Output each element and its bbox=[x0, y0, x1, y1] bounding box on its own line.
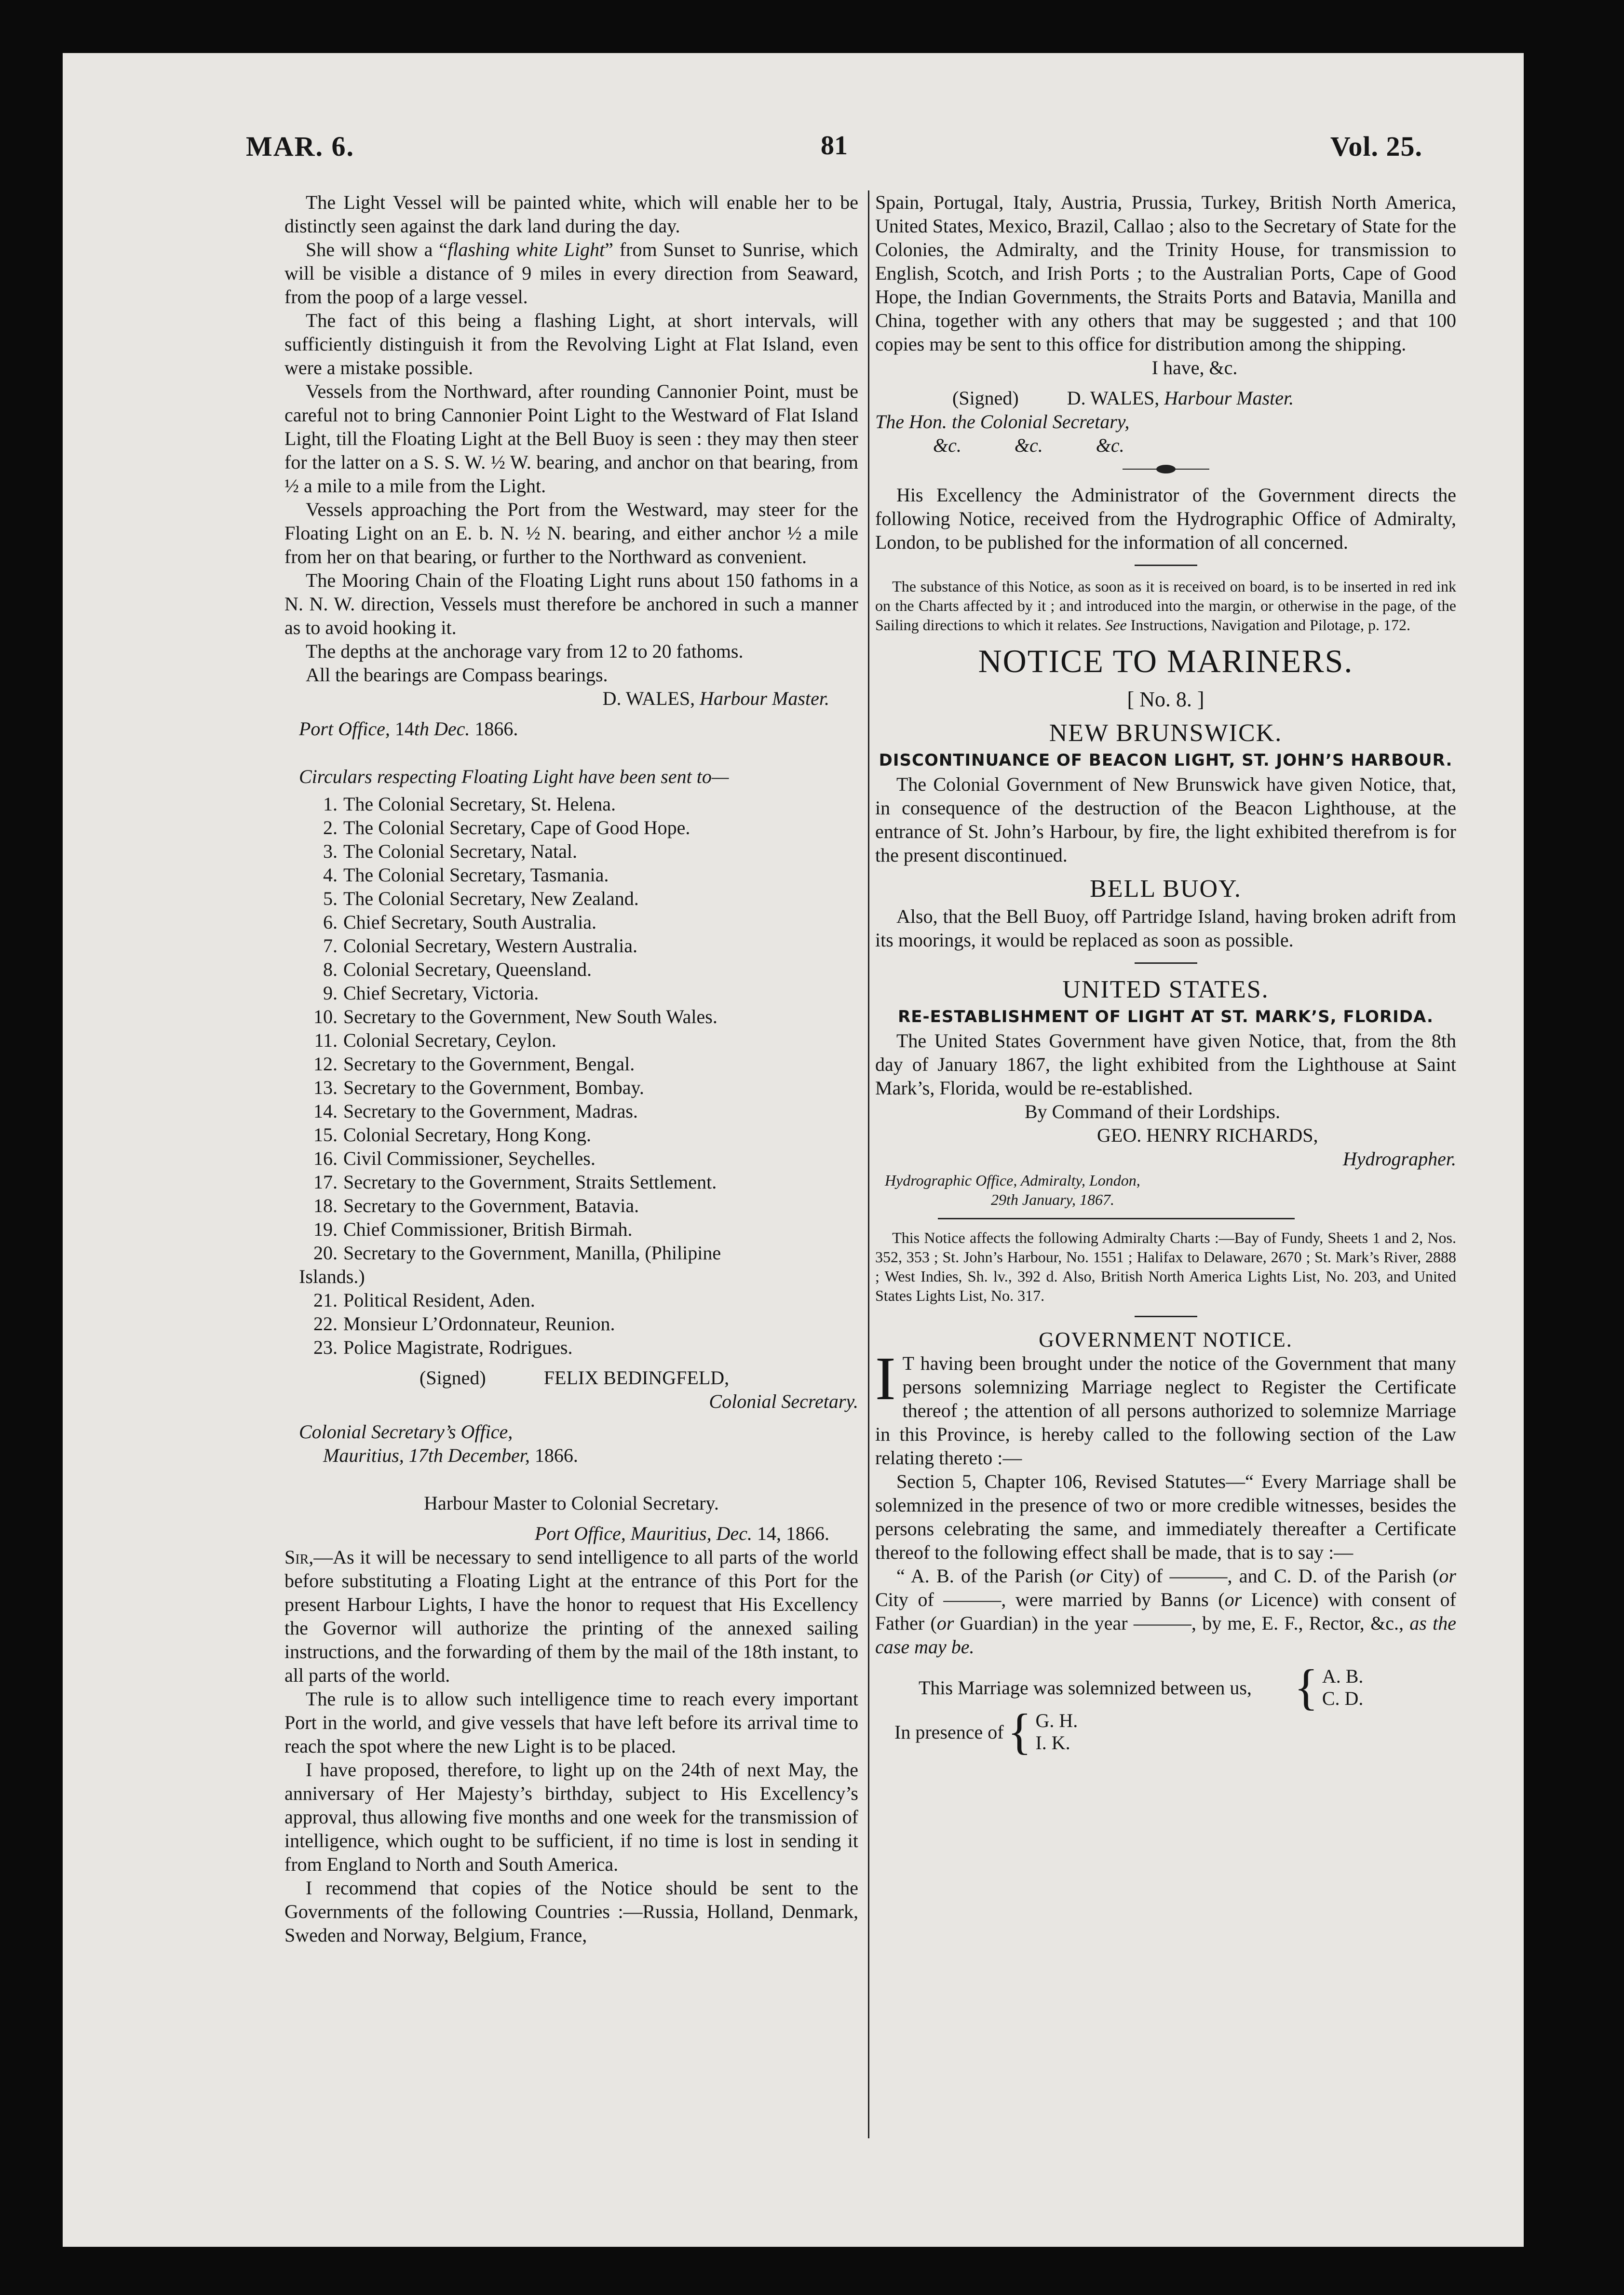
list-item-text: Colonial Secretary, Hong Kong. bbox=[343, 1124, 591, 1146]
list-item-number: 3. bbox=[323, 840, 338, 862]
list-item bbox=[284, 816, 858, 839]
paragraph: The Mooring Chain of the Floating Light runs about 150 fathoms in a N. N. W. direction, Vessels must therefore be anchored in such a manner as to avoid hooking it. bbox=[284, 569, 858, 638]
list-item bbox=[284, 1170, 858, 1194]
list-item-number: 23. bbox=[313, 1336, 338, 1358]
list-item-number: 21. bbox=[313, 1289, 338, 1311]
list-item-number: 17. bbox=[313, 1171, 338, 1193]
list-item-text: Secretary to the Government, Batavia. bbox=[343, 1195, 639, 1216]
list-item bbox=[284, 792, 858, 816]
list-item bbox=[284, 1288, 858, 1312]
list-item bbox=[284, 887, 858, 910]
list-item-text: Secretary to the Government, Straits Settlement. bbox=[343, 1171, 717, 1193]
left-column bbox=[284, 190, 858, 1947]
list-item-text: Colonial Secretary, Ceylon. bbox=[343, 1029, 556, 1051]
list-item-number: 5. bbox=[323, 888, 338, 909]
header-date: MAR. 6. bbox=[246, 131, 355, 162]
list-item bbox=[284, 958, 858, 981]
circulars-heading: Circulars respecting Floating Light have been sent to— bbox=[299, 766, 729, 787]
list-item-number: 9. bbox=[323, 982, 338, 1004]
signature-place: Colonial Secretary’s Office, bbox=[299, 1421, 513, 1443]
list-item-number: 15. bbox=[313, 1124, 338, 1146]
paragraph: I recommend that copies of the Notice should be sent to the Governments of the following Countries :—Russia, Holland, Denmark, Sweden and Norway, Belgium, France, bbox=[284, 1877, 858, 1946]
list-item-text: Civil Commissioner, Seychelles. bbox=[343, 1148, 595, 1169]
circulars-list bbox=[284, 792, 858, 1265]
signature-date: Mauritius, 17th December, 1866. bbox=[323, 1444, 578, 1466]
list-item-number: 10. bbox=[313, 1006, 338, 1027]
list-item-number: 6. bbox=[323, 911, 338, 933]
addressee-etc: &c. &c. &c. bbox=[933, 434, 1124, 456]
column-divider bbox=[868, 190, 869, 2138]
list-item bbox=[284, 1123, 858, 1147]
list-item-text: The Colonial Secretary, Tasmania. bbox=[343, 864, 609, 886]
list-item bbox=[284, 1217, 858, 1241]
section-heading: UNITED STATES. bbox=[1062, 976, 1269, 1003]
circulars-list-continued bbox=[284, 1288, 858, 1359]
list-item-number: 4. bbox=[323, 864, 338, 886]
list-item-text: The Colonial Secretary, St. Helena. bbox=[343, 793, 616, 815]
signature: (Signed) FELIX BEDINGFELD, bbox=[420, 1367, 730, 1389]
list-item-text: The Colonial Secretary, Natal. bbox=[343, 840, 577, 862]
paragraph: I have proposed, therefore, to light up on the 24th of next May, the anniversary of Her Majesty’s birthday, subject to His Excellency’s approval, thus allowing five months and one week for the transmission of intelligence, which ought to be sufficient, if no time is lost in sending it from England to North and South America. bbox=[284, 1759, 858, 1875]
list-continuation: Islands.) bbox=[299, 1266, 365, 1287]
list-item-number: 14. bbox=[313, 1100, 338, 1122]
list-item-text: Secretary to the Government, Manilla, (Philipine bbox=[343, 1242, 721, 1264]
list-item bbox=[284, 1147, 858, 1170]
paragraph: Vessels from the Northward, after rounding Cannonier Point, must be careful not to bring Cannonier Point Light to the Westward of Flat Island Light, till the Floating Light at the Bell Buoy is seen : they may then steer for the latter on a S. S. W. ½ W. bearing, and anchor on that bearing, from ½ a mile to a mile from the Light. bbox=[284, 380, 858, 497]
in-presence-of: In presence of { G. H. I. K. bbox=[894, 1704, 1078, 1759]
section-subheading: RE-ESTABLISHMENT OF LIGHT AT ST. MARK’S, FLORIDA. bbox=[898, 1007, 1434, 1026]
list-item bbox=[284, 1336, 858, 1359]
list-item-text: Monsieur L’Ordonnateur, Reunion. bbox=[343, 1313, 615, 1335]
list-item bbox=[284, 1241, 858, 1265]
section-heading: GOVERNMENT NOTICE. bbox=[1039, 1328, 1293, 1351]
ornament-divider bbox=[875, 462, 1456, 476]
list-item-text: Secretary to the Government, Bombay. bbox=[343, 1077, 644, 1098]
list-item-number: 18. bbox=[313, 1195, 338, 1216]
paragraph: The rule is to allow such intelligence time to reach every important Port in the world, and give vessels that have left before its arrival time to reach the spot where the new Light is to be placed. bbox=[284, 1688, 858, 1757]
closing: I have, &c. bbox=[1151, 357, 1238, 378]
drop-cap: I bbox=[875, 1344, 896, 1413]
hydro-date: 29th January, 1867. bbox=[991, 1191, 1114, 1208]
paragraph: The depths at the anchorage vary from 12 to 20 fathoms. bbox=[306, 640, 744, 662]
list-item-text: Chief Secretary, Victoria. bbox=[343, 982, 539, 1004]
volume-number: Vol. 25. bbox=[1330, 131, 1422, 162]
hydro-office: Hydrographic Office, Admiralty, London, bbox=[885, 1172, 1140, 1189]
list-item bbox=[284, 1076, 858, 1099]
list-item bbox=[284, 1005, 858, 1028]
rule bbox=[1135, 565, 1197, 566]
list-item-text: The Colonial Secretary, New Zealand. bbox=[343, 888, 639, 909]
signature-title: Colonial Secretary. bbox=[709, 1390, 858, 1412]
paragraph: The United States Government have given Notice, that, from the 8th day of January 1867, the light exhibited from the Lighthouse at Saint Mark’s, Florida, would be re-established. bbox=[875, 1030, 1456, 1099]
letter-place-date: Port Office, Mauritius, Dec. 14, 1866. bbox=[534, 1523, 829, 1544]
notice-title: NOTICE TO MARINERS. bbox=[978, 643, 1353, 679]
list-item-text: Police Magistrate, Rodrigues. bbox=[343, 1336, 573, 1358]
paragraph: Section 5, Chapter 106, Revised Statutes—“ Every Marriage shall be solemnized in the presence of two or more credible witnesses, besides the persons celebrating the same, and immediately thereafter a Certificate thereof to the following effect shall be made, that is to say :— bbox=[875, 1471, 1456, 1563]
list-item-number: 2. bbox=[323, 817, 338, 838]
paragraph: Spain, Portugal, Italy, Austria, Prussia, Turkey, British North America, United States, Mexico, Brazil, Callao ; also to the Secretary of State for the Colonies, the Admiralty, and the Trinity House, for transmission to English, Scotch, and Irish Ports ; to the Australian Ports, Cape of Good Hope, the Indian Governments, the Straits Ports and Batavia, Manilla and China, together with any others that may be suggested ; and that 100 copies may be sent to this office for distribution among the shipping. bbox=[875, 191, 1456, 355]
list-item-number: 13. bbox=[313, 1077, 338, 1098]
signature: D. WALES, Harbour Master. bbox=[602, 688, 829, 709]
solemnized-between: This Marriage was solemnized between us, { A. B. C. D. bbox=[919, 1660, 1364, 1715]
paragraph: His Excellency the Administrator of the Government directs the following Notice, received from the Hydrographic Office of Admiralty, London, to be published for the information of all concerned. bbox=[875, 484, 1456, 553]
signature: GEO. HENRY RICHARDS, bbox=[1097, 1124, 1318, 1146]
list-item bbox=[284, 934, 858, 958]
paragraph: The Colonial Government of New Brunswick have given Notice, that, in consequence of the destruction of the Beacon Lighthouse, at the entrance of St. John’s Harbour, by fire, the light exhibited therefrom is for the present discontinued. bbox=[875, 773, 1456, 866]
list-item-text: The Colonial Secretary, Cape of Good Hope. bbox=[343, 817, 690, 838]
right-column bbox=[875, 190, 1457, 1759]
list-item-number: 22. bbox=[313, 1313, 338, 1335]
rule bbox=[1135, 1316, 1197, 1317]
list-item-number: 12. bbox=[313, 1053, 338, 1075]
list-item bbox=[284, 1028, 858, 1052]
paragraph: The Light Vessel will be painted white, which will enable her to be distinctly seen against the dark land during the day. bbox=[284, 191, 858, 237]
paragraph: She will show a “flashing white Light” from Sunset to Sunrise, which will be visible a distance of 9 miles in every direction from Seaward, from the poop of a large vessel. bbox=[284, 239, 859, 308]
list-item bbox=[284, 1099, 858, 1123]
paragraph: Also, that the Bell Buoy, off Partridge Island, having broken adrift from its moorings, it would be replaced as soon as possible. bbox=[875, 905, 1456, 951]
list-item bbox=[284, 981, 858, 1005]
list-item-text: Secretary to the Government, New South Wales. bbox=[343, 1006, 717, 1027]
paragraph: I T having been brought under the notice of the Government that many persons solemnizing Marriage neglect to Register the Certificate thereof ; the attention of all persons authorized to solemnize Marriage in this Province, is hereby called to the following section of the Law relating thereto :— bbox=[875, 1344, 1456, 1469]
section-subheading: DISCONTINUANCE OF BEACON LIGHT, ST. JOHN’S HARBOUR. bbox=[879, 751, 1453, 770]
by-command: By Command of their Lordships. bbox=[1025, 1101, 1280, 1122]
list-item-number: 8. bbox=[323, 958, 338, 980]
list-item-text: Political Resident, Aden. bbox=[343, 1289, 535, 1311]
signature-place: Port Office, 14th Dec. 1866. bbox=[299, 718, 518, 740]
signature-title: Hydrographer. bbox=[1342, 1148, 1456, 1170]
rule bbox=[938, 1218, 1295, 1219]
list-item bbox=[284, 863, 858, 887]
list-item-text: Secretary to the Government, Bengal. bbox=[343, 1053, 635, 1075]
charts-affected: This Notice affects the following Admiralty Charts :—Bay of Fundy, Sheets 1 and 2, Nos. 352, 353 ; St. John’s Harbour, No. 1551 ; Halifax to Delaware, 2670 ; St. Mark’s River, 2888 ; West Indies, Sh. lv., 392 d. Also, British North America Lights List, No. 203, and United States Lights List, No. 317. bbox=[875, 1229, 1456, 1304]
section-heading: BELL BUOY. bbox=[1090, 875, 1242, 903]
instruction-note: The substance of this Notice, as soon as it is received on board, is to be inserted in red ink on the Charts affected by it ; and introduced into the margin, or otherwise in the page, of the Sailing directions to which it relates. See Instructions, Navigation and Pilotage, p. 172. bbox=[875, 578, 1456, 634]
list-item-number: 16. bbox=[313, 1148, 338, 1169]
addressee: The Hon. the Colonial Secretary, bbox=[875, 411, 1130, 432]
letter-heading: Harbour Master to Colonial Secretary. bbox=[424, 1492, 719, 1514]
list-item-number: 1. bbox=[323, 793, 338, 815]
list-item-text: Chief Commissioner, British Birmah. bbox=[343, 1218, 633, 1240]
list-item bbox=[284, 839, 858, 863]
paragraph: Vessels approaching the Port from the Westward, may steer for the Floating Light on an E. b. N. ½ N. bearing, and either anchor ½ a mile from her on that bearing, or further to the Northward as convenient. bbox=[284, 499, 858, 567]
notice-number: [ No. 8. ] bbox=[1127, 688, 1204, 711]
certificate-form: “ A. B. of the Parish (or City) of ———, and C. D. of the Parish (or City of ———, were married by Banns (or Licence) with consent of Father (or Guardian) in the year ———, by me, E. F., Rector, &c., as the case may be. bbox=[875, 1565, 1457, 1658]
list-item-number: 19. bbox=[313, 1218, 338, 1240]
list-item-text: Secretary to the Government, Madras. bbox=[343, 1100, 638, 1122]
signature: (Signed) D. WALES, Harbour Master. bbox=[952, 387, 1294, 409]
paragraph: All the bearings are Compass bearings. bbox=[306, 664, 608, 686]
list-item-text: Colonial Secretary, Western Australia. bbox=[343, 935, 637, 957]
page-header bbox=[246, 130, 1422, 178]
page-number: 81 bbox=[821, 131, 848, 161]
list-item-number: 20. bbox=[313, 1242, 338, 1264]
paragraph: Sir,—As it will be necessary to send intelligence to all parts of the world before substituting a Floating Light at the entrance of this Port for the present Harbour Lights, I have the honor to request that His Excellency the Governor will authorize the printing of the annexed sailing instructions, and the forwarding of them by the mail of the 18th instant, to all parts of the world. bbox=[284, 1546, 858, 1686]
list-item bbox=[284, 1052, 858, 1076]
list-item-text: Colonial Secretary, Queensland. bbox=[343, 958, 592, 980]
rule bbox=[1135, 962, 1197, 964]
section-heading: NEW BRUNSWICK. bbox=[1049, 719, 1283, 747]
list-item bbox=[284, 1312, 858, 1336]
list-item bbox=[284, 1194, 858, 1217]
list-item bbox=[284, 910, 858, 934]
list-item-number: 11. bbox=[314, 1029, 338, 1051]
list-item-number: 7. bbox=[323, 935, 338, 957]
paragraph: The fact of this being a flashing Light, at short intervals, will sufficiently distinguish it from the Revolving Light at Flat Island, even were a mistake possible. bbox=[284, 310, 858, 378]
list-item-text: Chief Secretary, South Australia. bbox=[343, 911, 597, 933]
